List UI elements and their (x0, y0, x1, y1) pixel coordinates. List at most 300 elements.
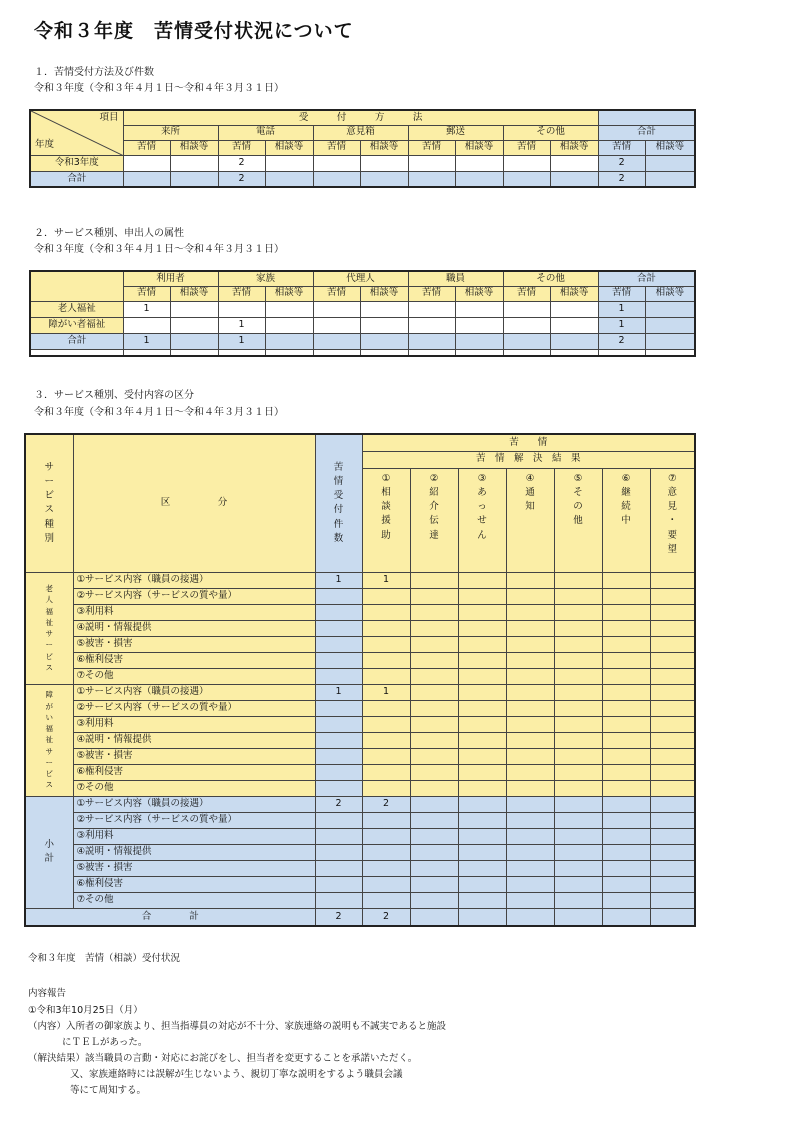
result-cell (650, 604, 695, 620)
blank-cell (503, 349, 550, 356)
total-result-cell (506, 908, 554, 926)
result-cell (554, 636, 602, 652)
vertical-char: 中 (621, 515, 631, 527)
sub-header: 苦情 (598, 140, 645, 155)
vertical-char: ビ (44, 490, 54, 501)
result-cell (506, 780, 554, 796)
data-cell (360, 333, 408, 349)
data-cell (123, 155, 170, 171)
vertical-char: ⑦ (668, 472, 677, 484)
vertical-char: 見 (667, 501, 678, 512)
data-cell: 1 (218, 317, 265, 333)
vertical-char: 望 (667, 543, 678, 555)
result-cell (602, 620, 650, 636)
category-item: ④説明・情報提供 (73, 844, 315, 860)
vertical-char: 紹 (429, 486, 439, 498)
blank-cell (408, 349, 455, 356)
result-cell (362, 812, 410, 828)
vertical-char: 継 (621, 486, 631, 498)
complaint-header: 苦 情 (362, 434, 695, 451)
data-cell (360, 317, 408, 333)
result-cell (602, 684, 650, 700)
result-cell (650, 732, 695, 748)
sub-header: 相談等 (170, 140, 218, 155)
data-cell (360, 155, 408, 171)
vertical-char: サ (45, 629, 53, 638)
result-col-header-0 (362, 468, 410, 572)
sub-header: 相談等 (170, 286, 218, 301)
result-cell (410, 716, 458, 732)
vertical-char: 障 (45, 690, 53, 700)
result-cell (650, 716, 695, 732)
sub-header: 相談等 (360, 140, 408, 155)
data-cell (170, 155, 218, 171)
result-cell (410, 844, 458, 860)
result-cell (506, 716, 554, 732)
section2-period: 令和３年度（令和３年４月１日～令和４年３月３１日） (34, 244, 284, 255)
data-cell: 1 (123, 333, 170, 349)
count-cell (315, 700, 362, 716)
sub-header: 苦情 (218, 286, 265, 301)
vertical-char: ス (45, 780, 53, 790)
count-cell (315, 860, 362, 876)
result-cell (362, 860, 410, 876)
sub-header: 苦情 (408, 286, 455, 301)
notes-result-line2: 又、家族連絡時には誤解が生じないよう、親切丁寧な説明をするよう職員会議 (70, 1069, 403, 1080)
result-cell (362, 700, 410, 716)
vertical-char: ス (44, 504, 54, 516)
result-cell (506, 572, 554, 588)
data-cell: 1 (123, 301, 170, 317)
result-cell (554, 572, 602, 588)
result-cell (410, 812, 458, 828)
vertical-char: 計 (44, 853, 54, 864)
data-cell (170, 301, 218, 317)
count-cell (315, 652, 362, 668)
service-type-header (25, 434, 73, 572)
vertical-char: そ (573, 486, 583, 498)
corner-cell (30, 271, 123, 301)
vertical-char: ビ (45, 769, 53, 779)
result-cell (650, 572, 695, 588)
result-cell (602, 572, 650, 588)
data-cell (265, 333, 313, 349)
category-item: ⑦その他 (73, 780, 315, 796)
section1-heading: １．苦情受付方法及び件数 (34, 67, 154, 78)
count-header (315, 434, 362, 572)
vertical-char: 相 (381, 486, 391, 498)
vertical-char: の (573, 501, 583, 512)
result-cell (602, 780, 650, 796)
count-cell: 2 (315, 796, 362, 812)
row-label: 合計 (30, 171, 123, 187)
result-cell (506, 860, 554, 876)
result-cell (506, 748, 554, 764)
result-cell (650, 620, 695, 636)
vertical-char: ー (45, 640, 53, 650)
vertical-char: 情 (333, 475, 344, 487)
vertical-char: 祉 (45, 617, 53, 627)
category-item: ④説明・情報提供 (73, 732, 315, 748)
result-cell (458, 764, 506, 780)
category-item: ②サービス内容（サービスの質や量） (73, 588, 315, 604)
count-cell (315, 588, 362, 604)
vertical-char: 福 (45, 724, 53, 734)
result-cell (506, 876, 554, 892)
blank-cell (360, 349, 408, 356)
result-cell (554, 732, 602, 748)
sub-header: 相談等 (550, 286, 598, 301)
result-cell (554, 828, 602, 844)
result-cell (554, 684, 602, 700)
blank-cell (550, 349, 598, 356)
result-cell (458, 684, 506, 700)
result-cell (602, 668, 650, 684)
result-cell (602, 700, 650, 716)
result-cell (362, 828, 410, 844)
vertical-char: ス (45, 662, 53, 672)
vertical-char: ー (45, 757, 53, 767)
sub-header: 相談等 (265, 140, 313, 155)
result-col-header-1 (410, 468, 458, 572)
blank-cell (455, 349, 503, 356)
result-cell (410, 604, 458, 620)
count-cell (315, 844, 362, 860)
vertical-char: ④ (525, 472, 535, 484)
section1-table (29, 109, 696, 188)
result-cell (410, 748, 458, 764)
vertical-char: ん (477, 529, 487, 541)
result-cell (506, 652, 554, 668)
result-cell (554, 700, 602, 716)
result-cell (602, 636, 650, 652)
result-cell (410, 652, 458, 668)
sub-header: 相談等 (265, 286, 313, 301)
result-cell (554, 780, 602, 796)
data-cell (408, 333, 455, 349)
result-cell (602, 812, 650, 828)
result-cell (602, 732, 650, 748)
group-header-2: 代理人 (313, 271, 408, 286)
items-year-header-cell (30, 110, 123, 155)
result-cell (410, 892, 458, 908)
total-result-cell (554, 908, 602, 926)
vertical-char: ー (44, 475, 54, 487)
result-cell (650, 748, 695, 764)
result-cell (458, 636, 506, 652)
header-items-label: 項目 (99, 112, 119, 123)
result-cell (458, 716, 506, 732)
result-cell (506, 796, 554, 812)
section2-table (29, 270, 696, 357)
result-cell (650, 684, 695, 700)
result-cell (458, 860, 506, 876)
category-item: ⑤被害・損害 (73, 636, 315, 652)
method-header-2: 意見箱 (313, 125, 408, 140)
sub-header: 苦情 (503, 140, 550, 155)
count-cell (315, 780, 362, 796)
vertical-char: が (45, 701, 53, 711)
result-cell (362, 732, 410, 748)
page-title: 令和３年度 苦情受付状況について (34, 20, 354, 42)
count-cell (315, 604, 362, 620)
result-col-header-3 (506, 468, 554, 572)
total-result-cell (602, 908, 650, 926)
result-cell (602, 892, 650, 908)
result-cell (410, 588, 458, 604)
result-cell (554, 764, 602, 780)
result-cell (410, 700, 458, 716)
data-cell (265, 171, 313, 187)
vertical-char: 伝 (429, 515, 439, 527)
result-cell (410, 876, 458, 892)
total-result-cell: 2 (362, 908, 410, 926)
result-cell (650, 588, 695, 604)
section2-heading: ２．サービス種別、申出人の属性 (34, 228, 184, 239)
count-cell: 1 (315, 572, 362, 588)
vertical-char: 他 (573, 515, 583, 527)
result-cell (362, 876, 410, 892)
result-col-header-5 (602, 468, 650, 572)
data-cell (645, 171, 695, 187)
category-item: ②サービス内容（サービスの質や量） (73, 812, 315, 828)
data-cell (550, 301, 598, 317)
total-header: 合計 (598, 125, 695, 140)
method-header-1: 電話 (218, 125, 313, 140)
group-label-0 (25, 572, 73, 684)
result-cell (650, 700, 695, 716)
sub-header: 苦情 (123, 140, 170, 155)
result-cell (554, 748, 602, 764)
result-cell (458, 620, 506, 636)
result-cell (362, 716, 410, 732)
result-col-header-4 (554, 468, 602, 572)
result-cell (362, 636, 410, 652)
vertical-char: 要 (667, 529, 678, 541)
sub-header: 苦情 (598, 286, 645, 301)
vertical-char: 受 (333, 490, 344, 501)
vertical-char: サ (45, 746, 53, 756)
result-cell (506, 828, 554, 844)
data-cell (170, 333, 218, 349)
notes-result-line1: （解決結果）該当職員の言動・対応にお詫びをし、担当者を変更することを承諾いただく。 (28, 1053, 418, 1064)
data-cell (313, 155, 360, 171)
result-cell (458, 828, 506, 844)
data-cell (265, 317, 313, 333)
category-item: ③利用料 (73, 828, 315, 844)
result-cell: 1 (362, 684, 410, 700)
vertical-char: 別 (44, 532, 54, 544)
total-result-cell (650, 908, 695, 926)
result-cell (458, 780, 506, 796)
data-cell (265, 301, 313, 317)
count-cell (315, 876, 362, 892)
count-cell (315, 812, 362, 828)
result-header: 苦 情 解 決 結 果 (362, 451, 695, 468)
data-cell (455, 155, 503, 171)
data-cell (550, 155, 598, 171)
count-cell (315, 716, 362, 732)
result-cell (458, 652, 506, 668)
blank-cell (170, 349, 218, 356)
vertical-char: 祉 (45, 735, 53, 745)
data-cell (170, 317, 218, 333)
result-cell (554, 812, 602, 828)
category-item: ⑥権利侵害 (73, 876, 315, 892)
result-cell (602, 844, 650, 860)
category-item: ⑥権利侵害 (73, 652, 315, 668)
data-cell: 2 (218, 171, 265, 187)
result-cell (650, 764, 695, 780)
result-cell (506, 604, 554, 620)
count-cell (315, 620, 362, 636)
category-item: ⑤被害・損害 (73, 748, 315, 764)
category-item: ①サービス内容（職員の接遇） (73, 572, 315, 588)
result-cell (362, 620, 410, 636)
data-cell (360, 171, 408, 187)
data-cell (550, 171, 598, 187)
result-cell (410, 796, 458, 812)
data-cell (408, 171, 455, 187)
vertical-char: 福 (45, 606, 53, 616)
vertical-char: 通 (525, 486, 535, 498)
result-cell (362, 844, 410, 860)
result-cell: 2 (362, 796, 410, 812)
total-header: 合計 (598, 271, 695, 286)
sub-header: 相談等 (455, 140, 503, 155)
method-header-3: 郵送 (408, 125, 503, 140)
total-header-spacer (598, 110, 695, 125)
result-cell (506, 684, 554, 700)
result-cell (458, 588, 506, 604)
sub-header: 苦情 (503, 286, 550, 301)
data-cell (503, 301, 550, 317)
data-cell: 1 (218, 333, 265, 349)
vertical-char: 続 (621, 501, 631, 512)
blank-cell (123, 349, 170, 356)
data-cell (408, 155, 455, 171)
total-count: 2 (315, 908, 362, 926)
result-cell (650, 860, 695, 876)
result-cell (410, 572, 458, 588)
category-item: ②サービス内容（サービスの質や量） (73, 700, 315, 716)
data-cell (360, 301, 408, 317)
result-cell (554, 892, 602, 908)
row-label: 障がい者福祉 (30, 317, 123, 333)
result-cell (554, 876, 602, 892)
vertical-char: サ (44, 461, 54, 473)
vertical-char: 件 (333, 518, 344, 530)
data-cell (313, 171, 360, 187)
data-cell (265, 155, 313, 171)
data-cell (313, 333, 360, 349)
data-cell (503, 171, 550, 187)
group-header-3: 職員 (408, 271, 503, 286)
sub-header: 苦情 (313, 140, 360, 155)
result-cell (650, 892, 695, 908)
result-cell (362, 604, 410, 620)
result-cell (554, 620, 602, 636)
result-cell (410, 780, 458, 796)
category-item: ①サービス内容（職員の接遇） (73, 684, 315, 700)
result-cell (506, 668, 554, 684)
group-header-1: 家族 (218, 271, 313, 286)
result-cell (554, 668, 602, 684)
result-cell (602, 604, 650, 620)
data-cell (455, 171, 503, 187)
sub-header: 苦情 (123, 286, 170, 301)
sub-header: 相談等 (455, 286, 503, 301)
result-cell (458, 732, 506, 748)
count-cell (315, 636, 362, 652)
count-cell (315, 828, 362, 844)
sub-header: 相談等 (645, 286, 695, 301)
group-header-0: 利用者 (123, 271, 218, 286)
category-item: ⑦その他 (73, 892, 315, 908)
result-cell (506, 892, 554, 908)
sub-header: 苦情 (218, 140, 265, 155)
vertical-char: ・ (667, 515, 678, 527)
count-cell (315, 668, 362, 684)
data-cell: 2 (598, 155, 645, 171)
data-cell (408, 301, 455, 317)
data-cell (645, 155, 695, 171)
result-cell (362, 780, 410, 796)
category-item: ⑥権利侵害 (73, 764, 315, 780)
result-cell (410, 620, 458, 636)
result-cell (458, 748, 506, 764)
method-header: 受 付 方 法 (123, 110, 598, 125)
data-cell (455, 333, 503, 349)
result-cell: 1 (362, 572, 410, 588)
vertical-char: 介 (429, 501, 439, 512)
result-cell (650, 652, 695, 668)
total-result-cell (410, 908, 458, 926)
result-cell (458, 844, 506, 860)
vertical-char: 数 (333, 532, 344, 544)
vertical-char: 援 (381, 515, 391, 527)
data-cell (408, 317, 455, 333)
vertical-char: ⑤ (573, 472, 583, 484)
data-cell: 1 (598, 317, 645, 333)
category-item: ③利用料 (73, 604, 315, 620)
result-cell (554, 652, 602, 668)
result-cell (554, 844, 602, 860)
result-cell (554, 860, 602, 876)
data-cell (503, 155, 550, 171)
result-col-header-2 (458, 468, 506, 572)
result-cell (362, 748, 410, 764)
result-cell (458, 572, 506, 588)
result-cell (650, 796, 695, 812)
sub-header: 相談等 (645, 140, 695, 155)
result-cell (362, 892, 410, 908)
vertical-char: ③ (477, 472, 487, 484)
result-cell (458, 876, 506, 892)
result-cell (506, 764, 554, 780)
vertical-char: ⑥ (621, 472, 631, 484)
blank-cell (598, 349, 645, 356)
vertical-char: ビ (45, 651, 53, 661)
result-cell (506, 588, 554, 604)
result-col-header-6 (650, 468, 695, 572)
data-cell: 2 (598, 333, 645, 349)
result-cell (410, 684, 458, 700)
result-cell (362, 668, 410, 684)
count-cell (315, 748, 362, 764)
vertical-char: 達 (429, 529, 439, 541)
group-label-1 (25, 684, 73, 796)
